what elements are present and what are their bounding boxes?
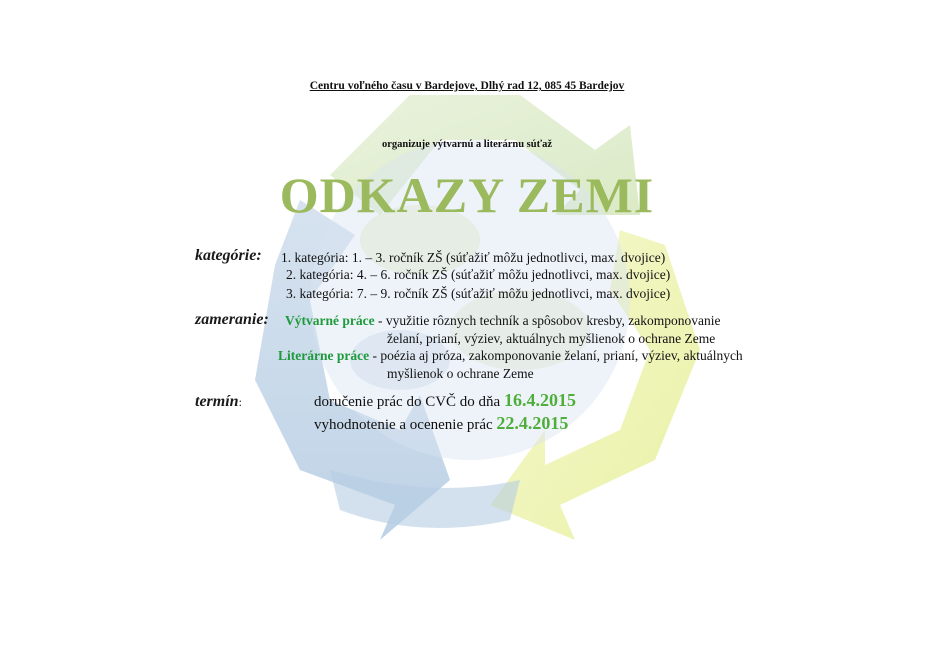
deadline-colon: : (238, 395, 242, 409)
focus-literary-line1 (278, 348, 743, 364)
literary-works-desc: - poézia aj próza, zakomponovanie želaní, prianí, výziev, aktuálnych (369, 348, 743, 363)
delivery-text: doručenie prác do CVČ do dňa (314, 394, 504, 410)
art-works-desc: - využitie rôznych techník a spôsobov kresby, zakomponovanie (374, 313, 721, 328)
category-item-1: 1. kategória: 1. – 3. ročník ZŠ (súťažiť môžu jednotlivci, max. dvojice) (281, 250, 666, 265)
delivery-line (314, 390, 576, 411)
evaluation-date: 22.4.2015 (496, 413, 569, 433)
focus-label: zameranie: (195, 311, 269, 328)
page-title: ODKAZY ZEMI (279, 167, 655, 223)
delivery-date: 16.4.2015 (503, 390, 576, 410)
deadline-label: termín (195, 393, 239, 410)
evaluation-line (314, 413, 568, 434)
focus-art-line1 (285, 313, 721, 329)
deadline-label-wrap (195, 393, 242, 411)
focus-art-line2: želaní, prianí, výziev, aktuálnych myšlienok o ochrane Zeme (387, 331, 716, 346)
art-works-label: Výtvarné práce (285, 313, 375, 328)
intro-text: organizuje výtvarnú a literárnu súťaž (382, 139, 552, 150)
literary-works-label: Literárne práce (278, 348, 370, 363)
evaluation-text: vyhodnotenie a ocenenie prác (314, 417, 497, 433)
categories-label: kategórie: (195, 247, 262, 264)
organizer-address: Centru voľného času v Bardejove, Dlhý rad 12, 085 45 Bardejov (309, 80, 625, 92)
category-item-2: 2. kategória: 4. – 6. ročník ZŠ (súťažiť môžu jednotlivci, max. dvojice) (286, 267, 671, 282)
focus-literary-line2: myšlienok o ochrane Zeme (387, 366, 534, 381)
category-item-3: 3. kategória: 7. – 9. ročník ZŠ (súťažiť môžu jednotlivci, max. dvojice) (286, 286, 671, 301)
